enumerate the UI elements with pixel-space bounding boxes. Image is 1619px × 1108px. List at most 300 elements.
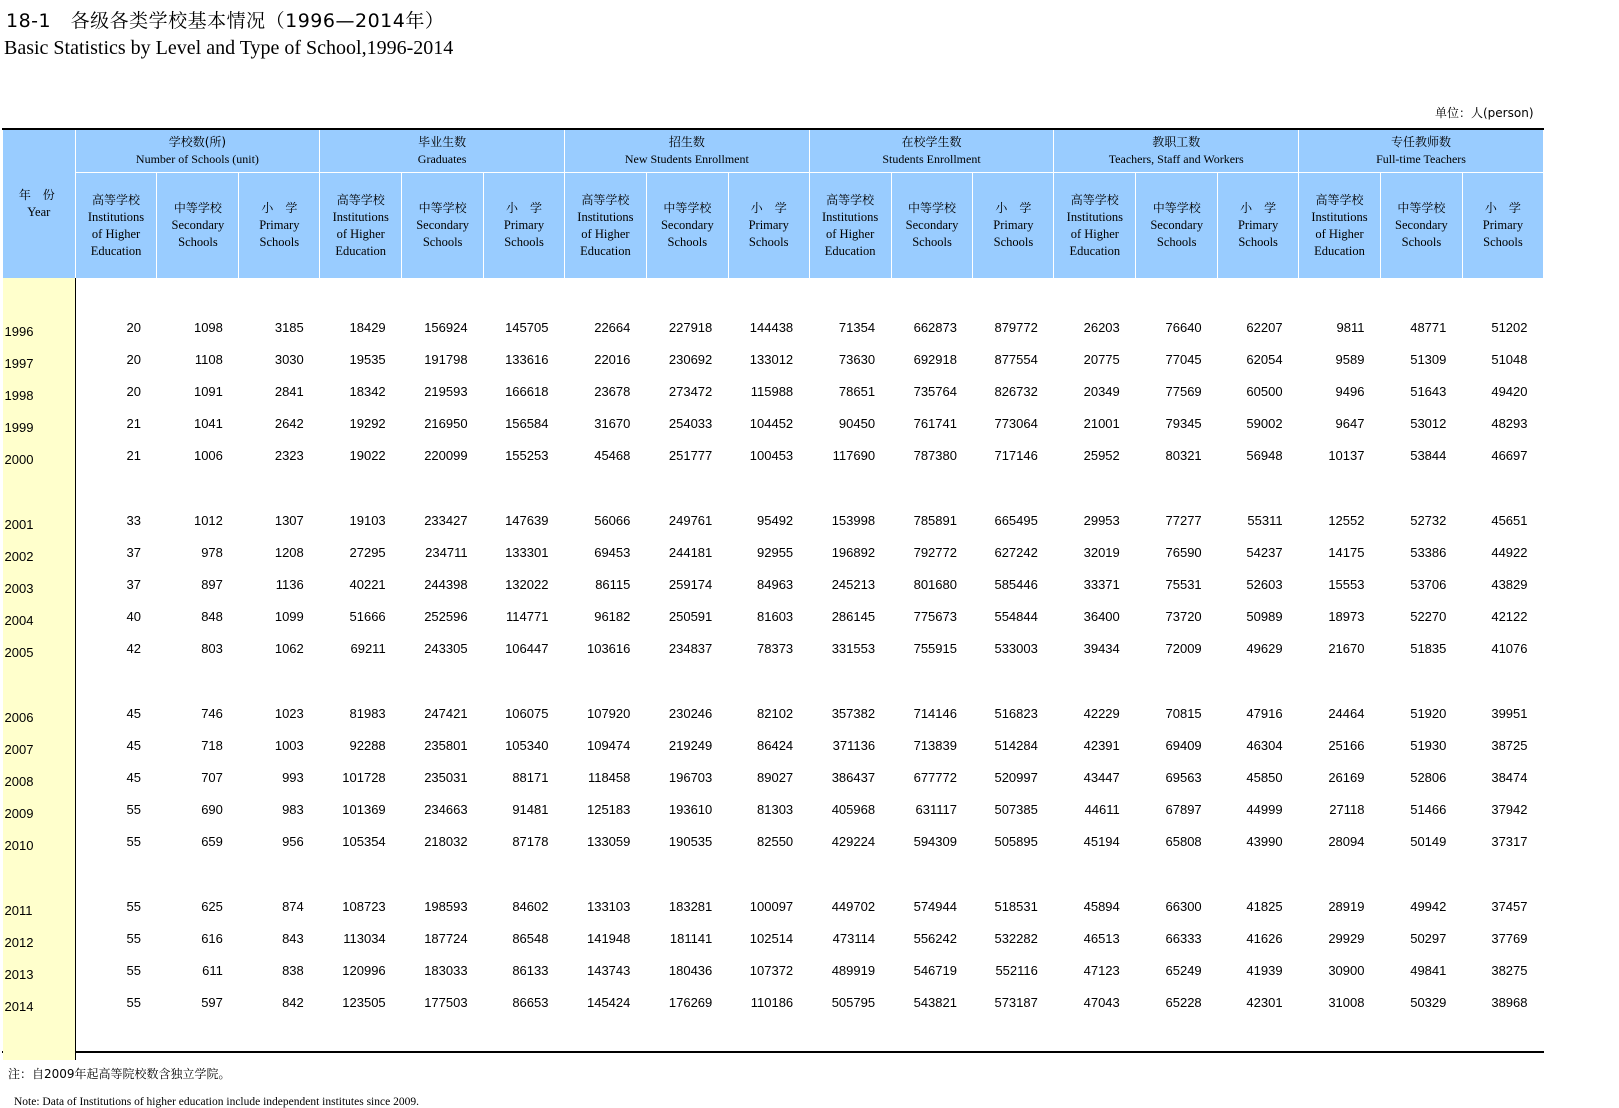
year-label: 1996 [4,323,34,339]
sub-header-en: Institutions of Higher Education [821,209,879,258]
value-cell: 39434 [1083,640,1120,656]
year-cell [3,857,76,890]
value-cell: 40221 [349,576,386,592]
value-cell: 45194 [1083,833,1120,849]
sub-header [1054,173,1136,279]
footnote-cn: 注：自2009年起高等院校数含独立学院。 [8,1067,231,1081]
year-label: 2014 [4,998,34,1014]
value-cell: 84963 [757,576,794,592]
value-cell: 77045 [1165,351,1202,367]
value-cell: 20 [126,351,141,367]
value-cell: 219249 [668,737,713,753]
sub-header-cn: 高等学校 [92,192,141,207]
value-cell: 89027 [757,769,794,785]
sub-header [402,173,484,279]
sub-header [809,173,891,279]
value-cell: 21 [126,415,141,431]
value-cell: 38968 [1491,994,1528,1010]
value-cell: 100097 [749,898,794,914]
year-cell [3,986,76,1018]
year-cell [3,664,76,697]
year-column-header [3,130,76,278]
year-cell [3,471,76,504]
value-cell: 55 [126,930,141,946]
value-cell: 1062 [274,640,304,656]
value-cell: 249761 [668,512,713,528]
value-cell: 86133 [512,962,549,978]
year-label: 2009 [4,805,34,821]
table-row [3,890,1544,922]
value-cell: 67897 [1165,801,1202,817]
value-cell: 39951 [1491,705,1528,721]
table-row [3,600,1544,632]
value-cell: 27118 [1329,801,1365,817]
value-cell: 25952 [1083,447,1120,463]
sub-header-en: Primary Schools [748,218,789,249]
group-header-cn: 教职工数 [1152,135,1201,149]
value-cell: 26169 [1328,769,1365,785]
value-cell: 177503 [424,994,468,1010]
value-cell: 43447 [1083,769,1120,785]
value-cell: 42229 [1083,705,1120,721]
group-header-en: Students Enrollment [882,152,981,166]
footnote-en: Note: Data of Institutions of higher education include independent institutes since 2009. [14,1096,419,1108]
value-cell: 45 [126,737,141,753]
value-cell: 251777 [668,447,713,463]
value-cell: 125183 [586,801,631,817]
value-cell: 147639 [505,512,549,528]
value-cell: 153998 [831,512,876,528]
value-cell: 37 [126,576,141,592]
group-header-en: Full-time Teachers [1376,152,1466,166]
sub-header-en: Institutions of Higher Education [1311,209,1368,258]
value-cell: 37769 [1491,930,1528,946]
value-cell: 54237 [1246,544,1283,560]
value-cell: 10137 [1328,447,1365,463]
year-cell [3,278,76,311]
value-cell: 1023 [274,705,304,721]
value-cell: 18429 [349,319,386,335]
value-cell: 803 [201,640,223,656]
value-cell: 49629 [1246,640,1283,656]
value-cell: 22016 [594,351,631,367]
spacer-row [3,857,1544,890]
value-cell: 79345 [1165,415,1202,431]
value-cell: 96182 [594,608,631,624]
table-row [3,632,1544,664]
sub-header-cn: 小 学 [995,201,1032,215]
value-cell: 230692 [668,351,713,367]
value-cell: 53706 [1410,576,1447,592]
sub-header [728,173,809,279]
value-cell: 12552 [1328,512,1365,528]
value-cell: 187724 [424,930,468,946]
value-cell: 50297 [1410,930,1447,946]
value-cell: 247421 [424,705,468,721]
value-cell: 106447 [505,640,549,656]
table-body [3,278,1544,1060]
year-label: 2001 [4,516,34,532]
value-cell: 66333 [1165,930,1202,946]
group-header-cn: 在校学生数 [901,135,962,149]
value-cell: 24464 [1328,705,1365,721]
sub-header-cn: 高等学校 [1070,192,1119,207]
sub-header-cn: 高等学校 [826,192,875,207]
value-cell: 993 [282,769,304,785]
value-cell: 43990 [1246,833,1283,849]
value-cell: 29953 [1083,512,1120,528]
value-cell: 84602 [512,898,549,914]
sub-header [646,173,728,279]
value-cell: 20 [126,383,141,399]
year-cell [3,793,76,825]
value-cell: 233427 [424,512,468,528]
year-label: 2004 [4,612,34,628]
value-cell: 50149 [1410,833,1447,849]
value-cell: 594309 [913,833,957,849]
value-cell: 665495 [994,512,1038,528]
value-cell: 117690 [832,447,876,463]
group-header-en: Teachers, Staff and Workers [1108,152,1244,166]
sub-header-en: Secondary Schools [1395,218,1448,249]
value-cell: 38725 [1491,737,1528,753]
value-cell: 713839 [913,737,957,753]
value-cell: 505795 [831,994,876,1010]
value-cell: 405968 [831,801,876,817]
value-cell: 554844 [994,608,1038,624]
value-cell: 45 [126,769,141,785]
value-cell: 20775 [1083,351,1120,367]
value-cell: 254033 [668,415,713,431]
sub-header [320,173,402,279]
value-cell: 37317 [1491,833,1528,849]
value-cell: 144438 [749,319,794,335]
value-cell: 28919 [1328,898,1365,914]
value-cell: 787380 [913,447,957,463]
value-cell: 718 [201,737,223,753]
table-row [3,793,1544,825]
value-cell: 143743 [586,962,631,978]
year-cell [3,825,76,857]
value-cell: 87178 [512,833,549,849]
value-cell: 1136 [275,576,304,592]
sub-header [1462,173,1543,279]
value-cell: 41076 [1491,640,1528,656]
value-cell: 219593 [424,383,468,399]
year-cell [3,632,76,664]
value-cell: 250591 [668,608,713,624]
value-cell: 46304 [1246,737,1283,753]
value-cell: 1091 [193,383,223,399]
group-header [320,130,565,173]
spacer-row [3,664,1544,697]
value-cell: 717146 [994,447,1038,463]
value-cell: 785891 [913,512,957,528]
value-cell: 56066 [594,512,631,528]
value-cell: 659 [201,833,223,849]
value-cell: 690 [201,801,223,817]
value-cell: 520997 [994,769,1038,785]
value-cell: 1098 [193,319,223,335]
value-cell: 120996 [342,962,386,978]
group-header-cn: 学校数(所) [168,135,227,149]
value-cell: 166618 [505,383,549,399]
value-cell: 105340 [505,737,549,753]
value-cell: 235031 [424,769,468,785]
value-cell: 22664 [594,319,631,335]
value-cell: 69453 [594,544,631,560]
value-cell: 371136 [832,737,876,753]
value-cell: 20349 [1083,383,1120,399]
value-cell: 245213 [831,576,876,592]
table-row [3,697,1544,729]
year-cell [3,729,76,761]
value-cell: 51920 [1410,705,1447,721]
year-cell [3,375,76,407]
value-cell: 2323 [274,447,304,463]
value-cell: 3185 [274,319,304,335]
value-cell: 52732 [1410,512,1447,528]
value-cell: 51930 [1410,737,1447,753]
value-cell: 66300 [1165,898,1202,914]
sub-header [1299,173,1381,279]
value-cell: 1108 [194,351,223,367]
value-cell: 92955 [757,544,794,560]
value-cell: 69211 [350,640,386,656]
value-cell: 72009 [1165,640,1202,656]
value-cell: 50989 [1246,608,1283,624]
value-cell: 543821 [913,994,957,1010]
value-cell: 55 [126,898,141,914]
value-cell: 505895 [994,833,1038,849]
value-cell: 45651 [1491,512,1528,528]
value-cell: 244398 [424,576,468,592]
group-header [75,130,320,173]
value-cell: 1012 [193,512,223,528]
value-cell: 23678 [594,383,631,399]
year-cell [3,407,76,439]
year-label: 1998 [4,387,34,403]
value-cell: 86653 [512,994,549,1010]
value-cell: 585446 [994,576,1038,592]
table-row [3,375,1544,407]
value-cell: 90450 [838,415,876,431]
sub-header-cn: 中等学校 [908,201,957,215]
value-cell: 801680 [913,576,957,592]
value-cell: 792772 [913,544,957,560]
value-cell: 273472 [668,383,713,399]
value-cell: 101728 [342,769,386,785]
value-cell: 71354 [838,319,876,335]
year-label: 2002 [4,548,34,564]
group-header-row [3,130,1544,173]
value-cell: 133012 [749,351,794,367]
value-cell: 1041 [193,415,223,431]
year-label: 2008 [4,773,34,789]
value-cell: 552116 [995,962,1038,978]
sub-header [564,173,646,279]
value-cell: 42301 [1246,994,1283,1010]
value-cell: 37 [126,544,141,560]
value-cell: 18342 [349,383,386,399]
value-cell: 38474 [1491,769,1528,785]
value-cell: 775673 [913,608,957,624]
table-row [3,311,1544,343]
value-cell: 44999 [1246,801,1283,817]
value-cell: 518531 [994,898,1038,914]
year-label: 2006 [4,709,34,725]
group-header-en: Graduates [417,152,467,166]
value-cell: 773064 [994,415,1038,431]
value-cell: 983 [282,801,304,817]
value-cell: 50329 [1410,994,1447,1010]
spacer-row [3,1018,1544,1060]
sub-header [891,173,973,279]
sub-header-en: Primary Schools [993,218,1034,249]
value-cell: 45 [126,705,141,721]
sub-header [239,173,320,279]
value-cell: 196703 [668,769,713,785]
value-cell: 51643 [1410,383,1447,399]
group-header [1054,130,1299,173]
value-cell: 51202 [1491,319,1528,335]
value-cell: 20 [126,319,141,335]
value-cell: 73720 [1165,608,1202,624]
group-header [1299,130,1544,173]
value-cell: 714146 [913,705,957,721]
value-cell: 45894 [1083,898,1120,914]
value-cell: 1099 [274,608,304,624]
value-cell: 86115 [595,576,631,592]
sub-header-cn: 小 学 [1484,201,1521,215]
table-row [3,922,1544,954]
value-cell: 46513 [1083,930,1120,946]
value-cell: 91481 [512,801,549,817]
value-cell: 45850 [1246,769,1283,785]
value-cell: 49942 [1410,898,1447,914]
value-cell: 47916 [1246,705,1283,721]
value-cell: 755915 [913,640,957,656]
value-cell: 29929 [1328,930,1365,946]
value-cell: 60500 [1246,383,1283,399]
value-cell: 65228 [1165,994,1202,1010]
value-cell: 62207 [1246,319,1283,335]
value-cell: 42391 [1083,737,1120,753]
value-cell: 25166 [1328,737,1365,753]
value-cell: 746 [201,705,223,721]
sub-header-en: Secondary Schools [416,218,469,249]
value-cell: 15553 [1328,576,1365,592]
value-cell: 21 [126,447,141,463]
value-cell: 69409 [1165,737,1202,753]
value-cell: 45468 [594,447,631,463]
value-cell: 37457 [1491,898,1528,914]
value-cell: 106075 [505,705,549,721]
value-cell: 95492 [757,512,794,528]
year-cell [3,536,76,568]
value-cell: 51048 [1491,351,1528,367]
value-cell: 196892 [831,544,876,560]
value-cell: 51666 [349,608,386,624]
table-row [3,504,1544,536]
value-cell: 843 [282,930,304,946]
sub-header-cn: 高等学校 [1315,192,1364,207]
table-row [3,986,1544,1018]
sub-header-cn: 高等学校 [336,192,385,207]
sub-header [157,173,239,279]
sub-header-en: Primary Schools [503,218,545,249]
value-cell: 234711 [425,544,468,560]
value-cell: 44922 [1491,544,1528,560]
value-cell: 761741 [913,415,957,431]
year-label: 2005 [4,644,34,660]
year-cell [3,568,76,600]
value-cell: 73630 [838,351,876,367]
value-cell: 55311 [1247,512,1283,528]
value-cell: 82102 [757,705,794,721]
value-cell: 532282 [994,930,1038,946]
spacer-row [3,471,1544,504]
value-cell: 33371 [1083,576,1120,592]
value-cell: 9647 [1335,415,1365,431]
sub-header-en: Primary Schools [259,218,300,249]
value-cell: 132022 [505,576,549,592]
table-row [3,825,1544,857]
blank-cell [75,857,1543,890]
value-cell: 37942 [1491,801,1528,817]
sub-header [1380,173,1462,279]
value-cell: 59002 [1246,415,1283,431]
value-cell: 956 [282,833,304,849]
value-cell: 227918 [668,319,713,335]
value-cell: 216950 [424,415,468,431]
value-cell: 44611 [1084,801,1120,817]
value-cell: 55 [126,962,141,978]
sub-header-row [3,173,1544,279]
value-cell: 113034 [343,930,386,946]
value-cell: 220099 [424,447,468,463]
value-cell: 88171 [512,769,549,785]
value-cell: 838 [282,962,304,978]
value-cell: 55 [126,994,141,1010]
year-cell [3,697,76,729]
value-cell: 76590 [1165,544,1202,560]
value-cell: 155253 [505,447,549,463]
value-cell: 52806 [1410,769,1447,785]
value-cell: 86424 [757,737,794,753]
year-cell [3,890,76,922]
value-cell: 49841 [1410,962,1447,978]
table-row [3,954,1544,986]
value-cell: 55 [126,801,141,817]
value-cell: 42 [126,640,141,656]
value-cell: 47043 [1083,994,1120,1010]
value-cell: 123505 [342,994,386,1010]
value-cell: 81303 [757,801,794,817]
value-cell: 109474 [586,737,631,753]
value-cell: 30900 [1328,962,1365,978]
value-cell: 235801 [424,737,468,753]
value-cell: 507385 [994,801,1038,817]
sub-header [484,173,565,279]
value-cell: 2642 [274,415,304,431]
sub-header-cn: 中等学校 [663,201,712,215]
value-cell: 69563 [1165,769,1202,785]
value-cell: 19103 [349,512,386,528]
value-cell: 41626 [1246,930,1283,946]
group-header-cn: 招生数 [668,135,705,149]
sub-header-en: Primary Schools [1482,218,1524,249]
